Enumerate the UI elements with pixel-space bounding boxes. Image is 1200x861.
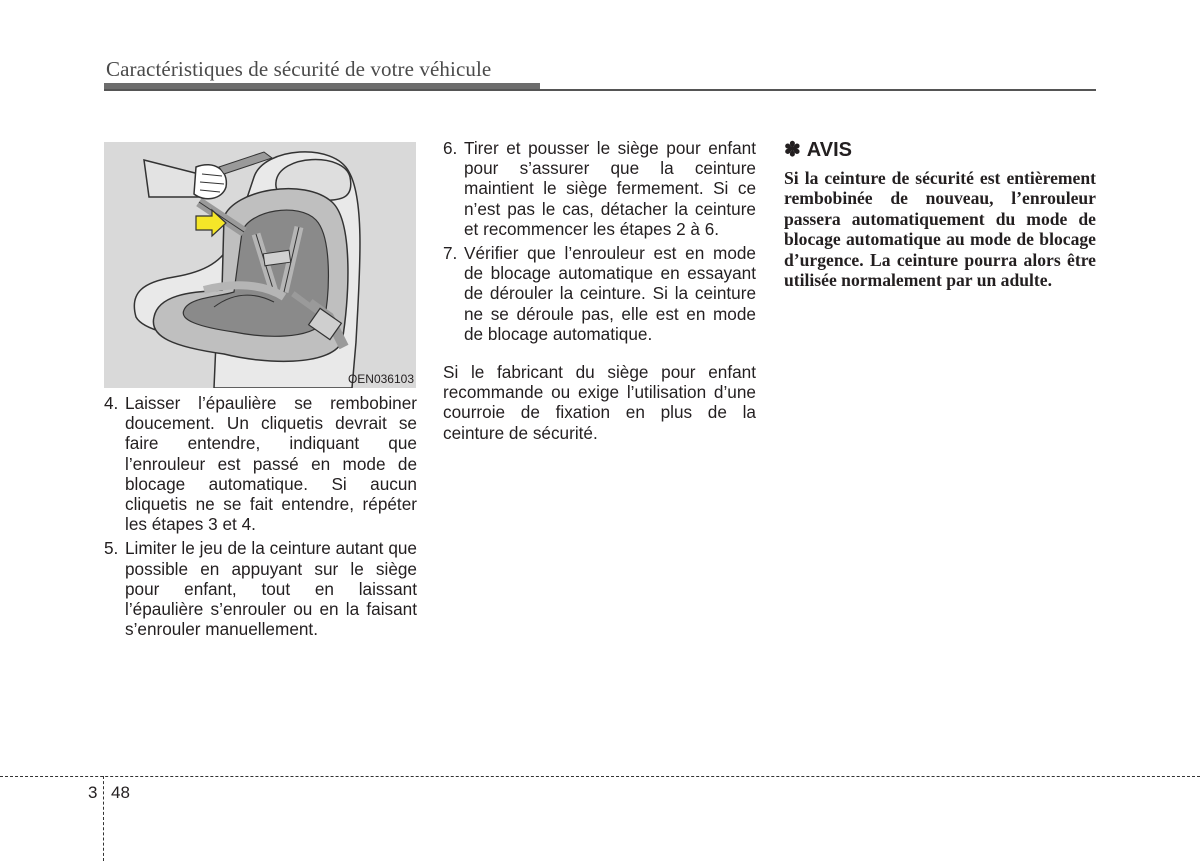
step-7: [443, 243, 756, 344]
left-column: [104, 393, 417, 643]
step-5: [104, 538, 417, 639]
step-6: [443, 138, 756, 239]
page-number: 48: [111, 783, 130, 802]
child-seat-figure: [104, 142, 416, 388]
middle-column: [443, 138, 756, 443]
tether-paragraph: Si le fabricant du siège pour enfant recommande ou exige l’utilisation d’une courroie de fixation en plus de la ceinture de sécurité.: [443, 362, 756, 443]
step-text: Vérifier que l’enrouleur est en mode de blocage automatique en essayant de dérouler la ceinture. Si la ceinture ne se déroule pas, elle est en mode de blocage automatique.: [464, 243, 756, 344]
footer-divider: [103, 776, 104, 861]
step-4: [104, 393, 417, 534]
step-number: 7.: [443, 243, 458, 264]
figure-code: OEN036103: [347, 372, 414, 386]
step-text: Laisser l’épaulière se rembobiner doucement. Un cliquetis devrait se faire entendre, indiquant que l’enrouleur est passé en mode de blocage automatique. Si aucun cliquetis ne se fait entendre, répéter les étapes 3 et 4.: [125, 393, 417, 535]
step-number: 4.: [104, 393, 119, 413]
step-text: Tirer et pousser le siège pour enfant pour s’assurer que la ceinture maintient le siège fermement. Si ce n’est pas le cas, détacher la ceinture et recommencer les étapes 2 à 6.: [464, 138, 756, 239]
page-header-title: Caractéristiques de sécurité de votre véhicule: [106, 57, 492, 81]
notice-heading: [784, 138, 1096, 162]
notice-text: Si la ceinture de sécurité est entièrement rembobinée de nouveau, l’enrouleur passera automatiquement du mode de blocage automatique au mode de blocage d’urgence. La ceinture pourra alors être utilisée normalement par un adulte.: [784, 168, 1096, 291]
child-seat-illustration: [104, 142, 416, 388]
chapter-number: 3: [88, 783, 98, 802]
step-number: 6.: [443, 138, 458, 158]
notice-title: AVIS: [806, 139, 852, 161]
header-rule: [104, 89, 1096, 91]
asterisk-icon: ✽: [784, 139, 801, 161]
step-number: 5.: [104, 538, 119, 559]
notice-box: [784, 138, 1096, 290]
step-text: Limiter le jeu de la ceinture autant que possible en appuyant sur le siège pour enfant, tout en laissant l’épaulière s’enrouler ou en la faisant s’enrouler manuellement.: [125, 538, 417, 640]
footer-rule: [0, 776, 1200, 777]
